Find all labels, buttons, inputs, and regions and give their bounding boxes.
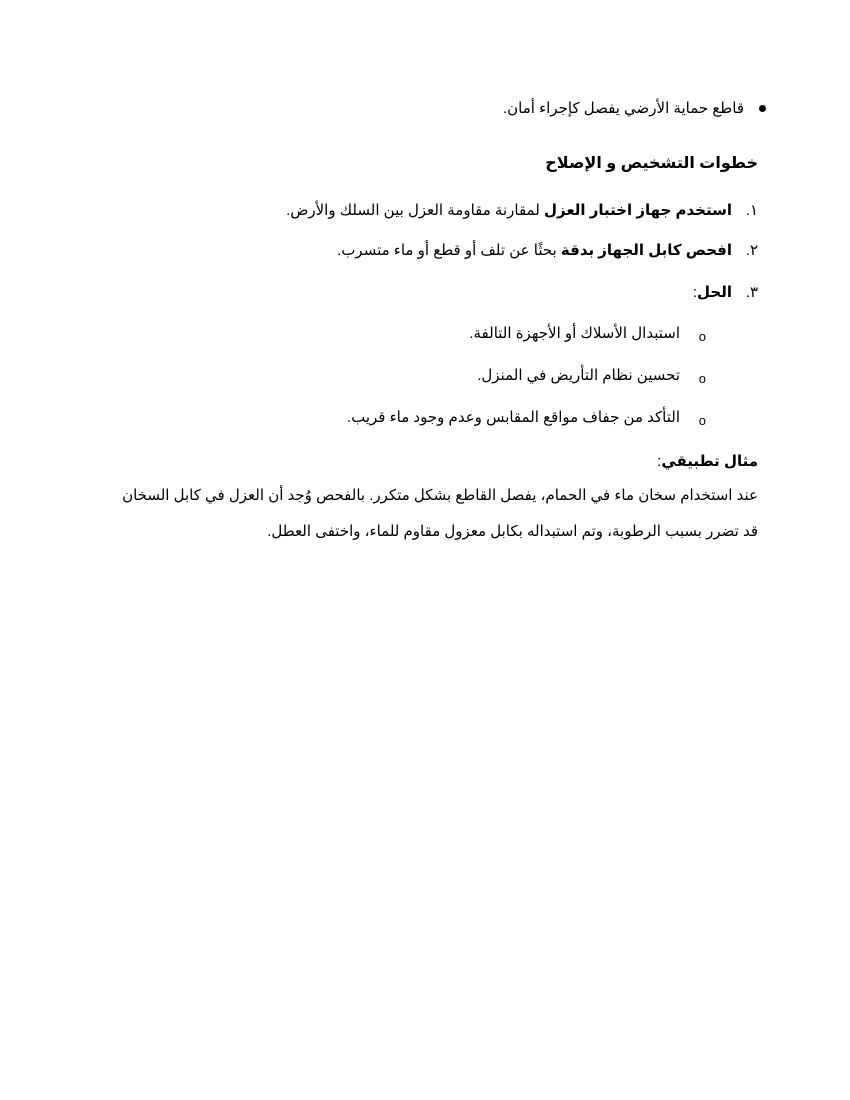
- example-paragraph-line-2: قد تضرر بسبب الرطوبة، وتم استبداله بكابل معزول مقاوم للماء، واختفى العطل.: [267, 523, 758, 540]
- step-number-3: ٣.: [745, 284, 758, 301]
- circle-bullet-icon: o: [698, 413, 706, 428]
- step-item-3: [693, 282, 732, 304]
- step-item-2: [337, 240, 732, 262]
- step-1-bold: استخدم جهاز اختبار العزل: [543, 202, 732, 219]
- step-2-rest: بحثًا عن تلف أو قطع أو ماء متسرب.: [337, 242, 561, 259]
- step-3-rest: :: [692, 284, 698, 301]
- step-2-bold: افحص كابل الجهاز بدقة: [560, 242, 732, 259]
- step-item-1: [286, 200, 732, 222]
- example-label: مثال تطبيقي: [661, 453, 758, 470]
- example-heading: [657, 451, 758, 473]
- section-heading: خطوات التشخيص و الإصلاح: [545, 155, 758, 172]
- example-paragraph-line-1: عند استخدام سخان ماء في الحمام، يفصل القاطع بشكل متكرر. بالفحص وُجد أن العزل في كابل السخان: [122, 487, 758, 504]
- step-1-rest: لمقارنة مقاومة العزل بين السلك والأرض.: [286, 202, 544, 219]
- solution-item-3: التأكد من جفاف مواقع المقابس وعدم وجود ماء قريب.: [346, 409, 680, 426]
- step-number-2: ٢.: [745, 242, 758, 259]
- solution-item-1: استبدال الأسلاك أو الأجهزة التالفة.: [469, 325, 680, 342]
- bullet-disc-icon: [759, 105, 766, 112]
- step-3-bold: الحل: [697, 284, 732, 301]
- example-colon: :: [657, 453, 662, 470]
- top-bullet-text: قاطع حماية الأرضي يفصل كإجراء أمان.: [502, 100, 744, 117]
- solution-item-2: تحسين نظام التأريض في المنزل.: [477, 367, 680, 384]
- step-number-1: ١.: [745, 202, 758, 219]
- circle-bullet-icon: o: [698, 329, 706, 344]
- circle-bullet-icon: o: [698, 371, 706, 386]
